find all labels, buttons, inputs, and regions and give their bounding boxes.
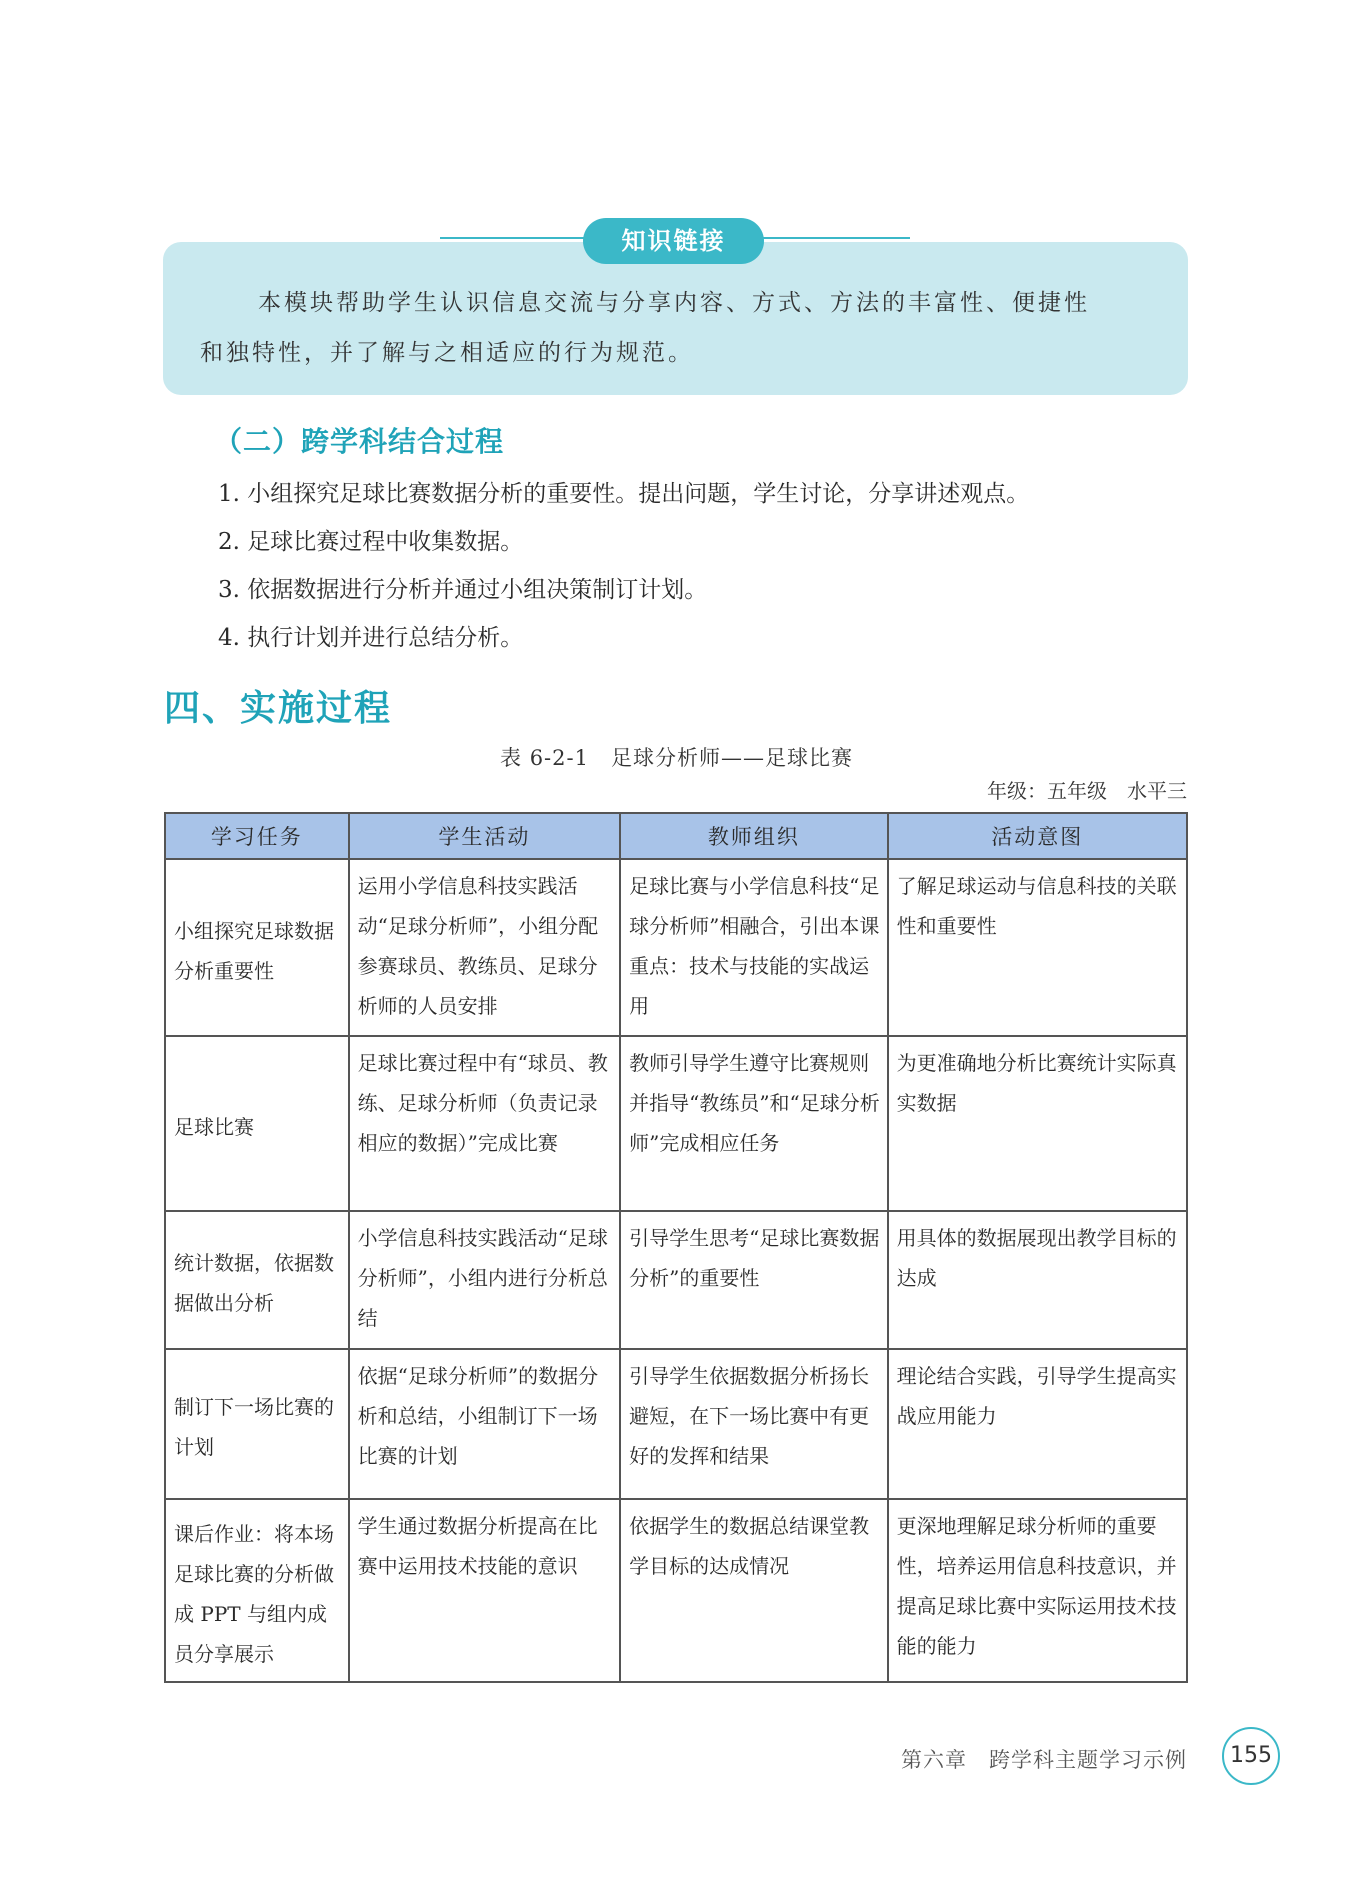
student-activity-cell: 小学信息科技实践活动“足球分析师”，小组内进行分析总结: [349, 1211, 620, 1349]
teacher-organization-cell: 足球比赛与小学信息科技“足球分析师”相融合，引出本课重点：技术与技能的实战运用: [620, 859, 888, 1036]
student-activity-cell: 运用小学信息科技实践活动“足球分析师”，小组分配参赛球员、教练员、足球分析师的人员安排: [349, 859, 620, 1036]
table-row: [165, 859, 1187, 1036]
task-cell: 课后作业：将本场足球比赛的分析做成 PPT 与组内成员分享展示: [165, 1499, 349, 1682]
table-header-cell: 学习任务: [165, 813, 349, 859]
task-cell: 制订下一场比赛的计划: [165, 1349, 349, 1499]
knowledge-link-divider-right: [762, 237, 910, 239]
activity-intent-cell: 理论结合实践，引导学生提高实战应用能力: [888, 1349, 1187, 1499]
activity-intent-cell: 了解足球运动与信息科技的关联性和重要性: [888, 859, 1187, 1036]
table-header-cell: 学生活动: [349, 813, 620, 859]
table-row: [165, 1211, 1187, 1349]
implementation-table: [164, 812, 1188, 1683]
process-step-list: [218, 470, 1029, 662]
table-header-row: [165, 813, 1187, 859]
table-row: [165, 1349, 1187, 1499]
activity-intent-cell: 为更准确地分析比赛统计实际真实数据: [888, 1036, 1187, 1211]
teacher-organization-cell: 教师引导学生遵守比赛规则并指导“教练员”和“足球分析师”完成相应任务: [620, 1036, 888, 1211]
knowledge-link-tag: 知识链接: [583, 218, 764, 264]
process-step: 1. 小组探究足球比赛数据分析的重要性。提出问题，学生讨论，分享讲述观点。: [218, 481, 1030, 507]
student-activity-cell: 依据“足球分析师”的数据分析和总结，小组制订下一场比赛的计划: [349, 1349, 620, 1499]
process-step: 3. 依据数据进行分析并通过小组决策制订计划。: [218, 577, 708, 603]
teacher-organization-cell: 引导学生思考“足球比赛数据分析”的重要性: [620, 1211, 888, 1349]
page-number: 155: [1222, 1727, 1280, 1785]
activity-intent-cell: 更深地理解足球分析师的重要性，培养运用信息科技意识，并提高足球比赛中实际运用技术技能的能力: [888, 1499, 1187, 1682]
table-header-cell: 活动意图: [888, 813, 1187, 859]
task-cell: 足球比赛: [165, 1036, 349, 1211]
chapter-footer: 第六章 跨学科主题学习示例: [901, 1748, 1187, 1772]
teacher-organization-cell: 引导学生依据数据分析扬长避短，在下一场比赛中有更好的发挥和结果: [620, 1349, 888, 1499]
activity-intent-cell: 用具体的数据展现出教学目标的达成: [888, 1211, 1187, 1349]
knowledge-link-text: [200, 278, 1160, 378]
process-step: 4. 执行计划并进行总结分析。: [218, 625, 524, 651]
table-caption: 表 6-2-1 足球分析师——足球比赛: [500, 746, 853, 770]
task-cell: 统计数据，依据数据做出分析: [165, 1211, 349, 1349]
table-row: [165, 1499, 1187, 1682]
section-title: 四、实施过程: [164, 688, 393, 729]
knowledge-link-divider-left: [440, 237, 585, 239]
task-cell: 小组探究足球数据分析重要性: [165, 859, 349, 1036]
table-header-cell: 教师组织: [620, 813, 888, 859]
table-row: [165, 1036, 1187, 1211]
process-step: 2. 足球比赛过程中收集数据。: [218, 529, 524, 555]
knowledge-link-line: 本模块帮助学生认识信息交流与分享内容、方式、方法的丰富性、便捷性: [258, 290, 1090, 316]
subheading: （二）跨学科结合过程: [214, 425, 505, 458]
teacher-organization-cell: 依据学生的数据总结课堂教学目标的达成情况: [620, 1499, 888, 1682]
knowledge-link-line: 和独特性，并了解与之相适应的行为规范。: [200, 340, 694, 366]
student-activity-cell: 足球比赛过程中有“球员、教练、足球分析师（负责记录相应的数据）”完成比赛: [349, 1036, 620, 1211]
student-activity-cell: 学生通过数据分析提高在比赛中运用技术技能的意识: [349, 1499, 620, 1682]
grade-note: 年级：五年级 水平三: [987, 779, 1187, 803]
